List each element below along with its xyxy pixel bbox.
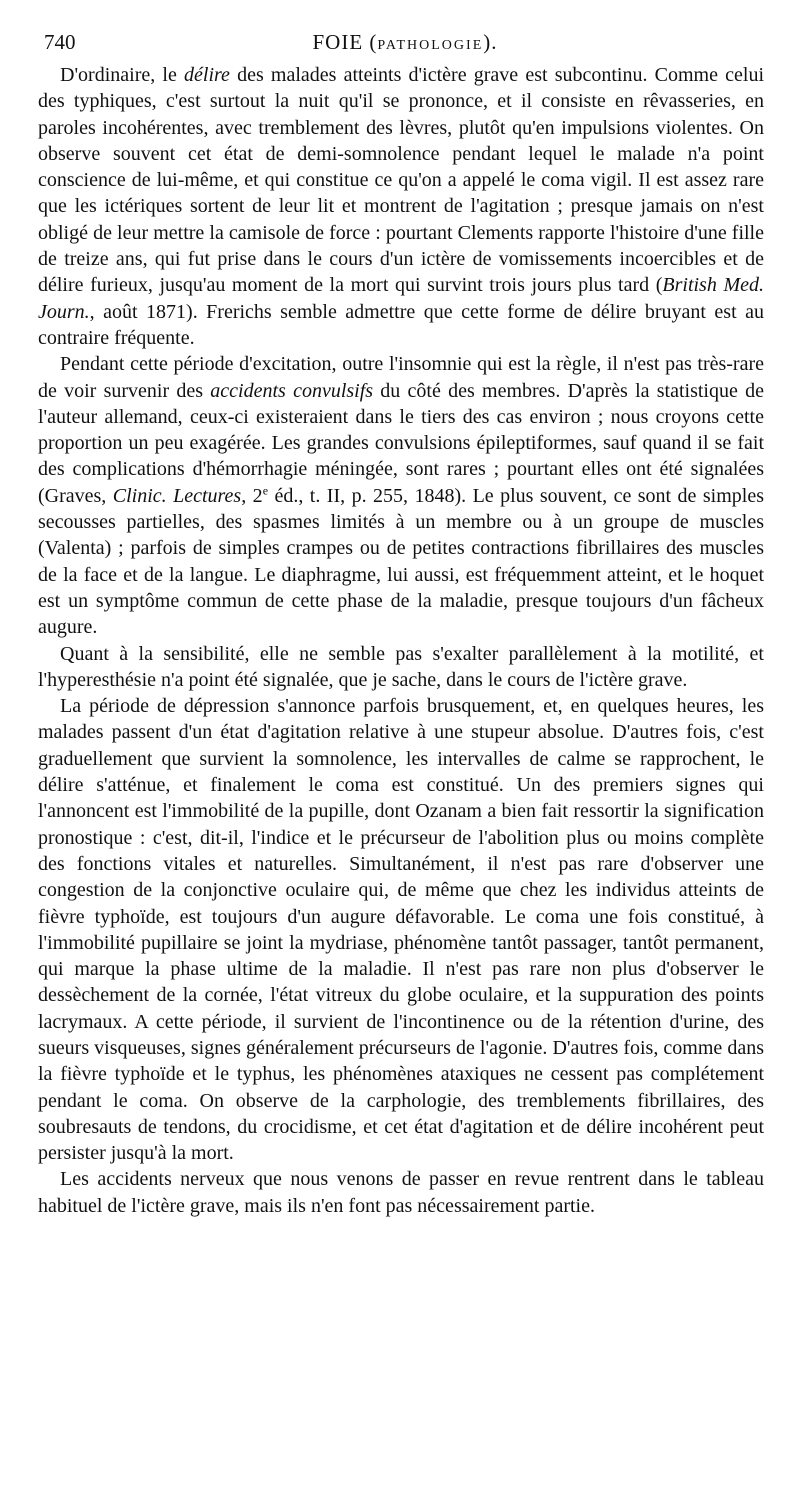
p2-text-a: Pendant cette période d'excitation, outre l'insomnie qui est la règle, il n'est pas très-rare de voir survenir des — [38, 353, 764, 402]
running-header — [44, 30, 766, 60]
running-title-open: ( — [363, 30, 378, 54]
p5-text: Les accidents nerveux que nous venons de passer en revue rentrent dans le tableau habituel de l'ictère grave, mais ils n'en font pas nécessairement partie. — [38, 1168, 764, 1217]
p2-citation-lectures: Clinic. Lectures — [112, 484, 242, 507]
p2-italic-accidents: accidents convulsifs — [210, 379, 374, 402]
running-title-main: FOIE — [312, 30, 364, 54]
paragraph-conclusion — [38, 1166, 764, 1219]
running-title — [44, 30, 766, 55]
p1-italic-delire: délire — [184, 64, 230, 86]
p2-text-g: éd., t. II, p. 255, 1848). Le plus souvent, ce sont de simples secousses partielles, des spasmes limités à un membre ou à un groupe de muscles (Valenta) ; parfois de simples crampes ou de petites contractions fibrillaires des muscles de la face et de la langue. Le diaphragme, lui aussi, est fréquemment atteint, et le hoquet est un symptôme commun de cette phase de la maladie, presque toujours d'un fâcheux augure. — [38, 484, 764, 639]
p2-text-c: du côté des membres. D'après la statistique de l'auteur allemand, ceux-ci existeraient dans le tiers des cas environ ; nous croyons cette proportion un peu exagérée. Les grandes convulsions épileptiformes, sauf quand il se fait des complications d'hémorrhagie méningée, sont rares ; pourtant elles ont été signalées (Graves, — [38, 379, 764, 507]
p1-citation-journal: British Med. Journ. — [38, 274, 764, 323]
paragraph-delire — [38, 62, 764, 351]
p4-text: La période de dépression s'annonce parfois brusquement, et, en quelques heures, les malades passent d'un état d'agitation relative à une stupeur absolue. D'autres fois, c'est graduellement que survient la somnolence, les intervalles de calme se rapprochent, le délire s'atténue, et finalement le coma est constitué. Un des premiers signes qui l'annoncent est l'immobilité de la pupille, dont Ozanam a bien fait ressortir la signification pronostique : c'est, dit-il, l'indice et le précurseur de l'abolition plus ou moins complète des fonctions vitales et naturelles. Simultanément, il n'est pas rare d'observer une congestion de la conjonctive oculaire qui, de même que chez les individus atteints de fièvre typhoïde, est toujours d'un augure défavorable. Le coma une fois constitué, à l'immobilité pupillaire se joint la mydriase, phénomène tantôt passager, tantôt permanent, qui marque la phase ultime de la maladie. Il n'est pas rare non plus d'observer le dessèchement de la cornée, l'état vitreux du globe oculaire, et la suppuration des points lacrymaux. A cette période, il survient de l'incontinence ou de la rétention d'urine, des sueurs visqueuses, signes généralement précurseurs de l'agonie. D'autres fois, comme dans la fièvre typhoïde et le typhus, les phénomènes ataxiques ne cessent pas complétement pendant le coma. On observe de la carphologie, des tremblements fibrillaires, des soubresauts de tendons, du crocidisme, et cet état d'agitation et de délire incohérent peut persister jusqu'à la mort. — [38, 695, 764, 1165]
p2-text-e: , 2 — [241, 484, 263, 507]
p1-text-a: D'ordinaire, le — [60, 64, 185, 86]
body-text — [38, 62, 764, 1219]
paragraph-sensibilite — [38, 641, 764, 694]
p2-superscript: e — [262, 483, 269, 498]
running-title-close: ). — [483, 30, 498, 54]
page-number: 740 — [44, 30, 76, 54]
p1-text-c: des malades atteints d'ictère grave est subcontinu. Comme celui des typhiques, c'est surtout la nuit qu'il se prononce, et il consiste en rêvasseries, en paroles incohérentes, avec tremblement des lèvres, plutôt qu'en impulsions violentes. On observe souvent cet état de demi-somnolence pendant lequel le malade n'a point conscience de lui-même, et qui constitue ce qu'on a appelé le coma vigil. Il est assez rare que les ictériques sortent de leur lit et montrent de l'agitation ; presque jamais on n'est obligé de leur mettre la camisole de force : pourtant Clements rapporte l'histoire d'une fille de treize ans, qui fut prise dans le cours d'un ictère de vomissements incoercibles et de délire furieux, jusqu'au moment de la mort qui survint trois jours plus tard ( — [38, 64, 765, 297]
paragraph-convulsions — [38, 351, 764, 640]
p3-text: Quant à la sensibilité, elle ne semble pas s'exalter parallèlement à la motilité, et l'hyperesthésie n'a point été signalée, que je sache, dans le cours de l'ictère grave. — [38, 642, 764, 691]
paragraph-depression — [38, 693, 764, 1166]
p1-text-e: , août 1871). Frerichs semble admettre que cette forme de délire bruyant est au contraire fréquente. — [38, 300, 764, 349]
running-title-sub: PATHOLOGIE — [377, 38, 484, 53]
